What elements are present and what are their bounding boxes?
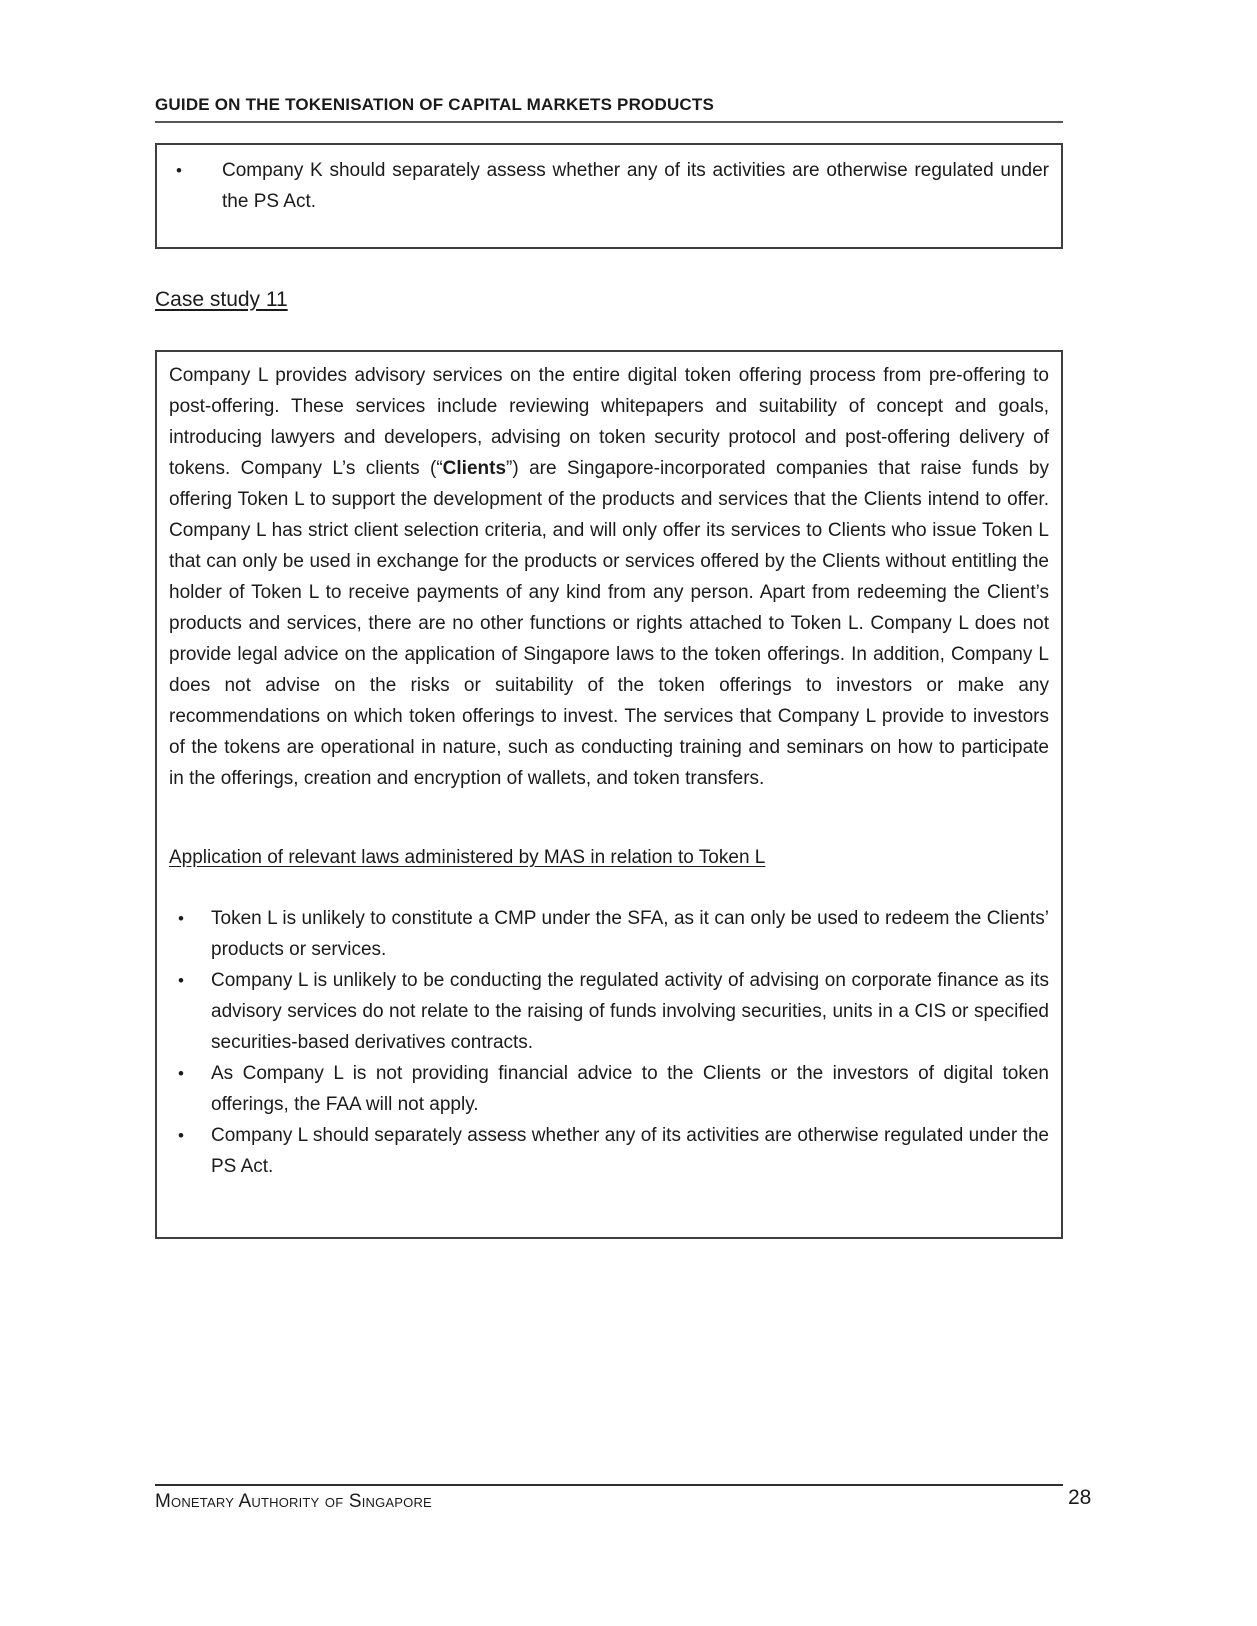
paragraph-part2: ”) are Singapore-incorporated companies that raise funds by offering Token L to support the development of the products and services that the Clients intend to offer. Company L has strict client selection criteria, and will only offer its services to Clients who issue Token L that can only be used in exchange for the products or services offered by the Clients without entitling the holder of Token L to receive payments of any kind from any person. Apart from redeeming the Client’s products and services, there are no other functions or rights attached to Token L. Company L does not provide legal advice on the application of Singapore laws to the token offerings. In addition, Company L does not advise on the risks or suitability of the token offerings to investors or make any recommendations on which token offerings to invest. The services that Company L provide to investors of the tokens are operational in nature, such as conducting training and seminars on how to participate in the offerings, creation and encryption of wallets, and token transfers. bbox=[169, 458, 1049, 789]
bullet-icon bbox=[169, 1120, 211, 1182]
bullet-text: Token L is unlikely to constitute a CMP under the SFA, as it can only be used to redeem the Clients’ products or services. bbox=[211, 908, 1049, 960]
paragraph-part1: Company L provides advisory services on the entire digital token offering process from pre-offering to post-offering. These services include reviewing whitepapers and suitability of concept and goals, introducing lawyers and developers, advising on token security protocol and post-offering delivery of tokens. Company L’s clients (“ bbox=[169, 365, 1049, 479]
bullet-icon bbox=[157, 155, 222, 217]
bullet-icon bbox=[169, 1058, 211, 1120]
list-item bbox=[169, 965, 1049, 1058]
page-number: 28 bbox=[1068, 1486, 1092, 1509]
case-study-paragraph bbox=[169, 360, 1049, 794]
clients-bold-term: Clients bbox=[442, 458, 507, 479]
bullet-icon bbox=[169, 903, 211, 965]
bullet-text: Company L should separately assess whether any of its activities are otherwise regulated under the PS Act. bbox=[211, 1125, 1049, 1177]
list-item bbox=[157, 155, 1049, 217]
case-study-title: Case study 11 bbox=[155, 288, 288, 311]
company-k-summary-box bbox=[155, 143, 1063, 249]
list-item bbox=[169, 903, 1049, 965]
page-footer bbox=[155, 1484, 1063, 1513]
bullet-text: As Company L is not providing financial advice to the Clients or the investors of digital token offerings, the FAA will not apply. bbox=[211, 1063, 1049, 1115]
page-content bbox=[155, 0, 1063, 1239]
bullet-text: Company L is unlikely to be conducting the regulated activity of advising on corporate finance as its advisory services do not relate to the raising of funds involving securities, units in a CIS or specified securities-based derivatives contracts. bbox=[211, 970, 1049, 1053]
footer-organization: Monetary Authority of Singapore bbox=[155, 1491, 432, 1512]
case-study-box bbox=[155, 350, 1063, 1239]
list-item bbox=[169, 1120, 1049, 1182]
list-item bbox=[169, 1058, 1049, 1120]
application-of-laws-heading: Application of relevant laws administered by MAS in relation to Token L bbox=[169, 847, 766, 868]
bullet-text: Company K should separately assess whether any of its activities are otherwise regulated under the PS Act. bbox=[222, 160, 1049, 212]
application-bullet-list bbox=[169, 903, 1049, 1182]
document-header bbox=[155, 0, 1063, 123]
page-title: GUIDE ON THE TOKENISATION OF CAPITAL MARKETS PRODUCTS bbox=[155, 94, 1063, 123]
bullet-icon bbox=[169, 965, 211, 1058]
